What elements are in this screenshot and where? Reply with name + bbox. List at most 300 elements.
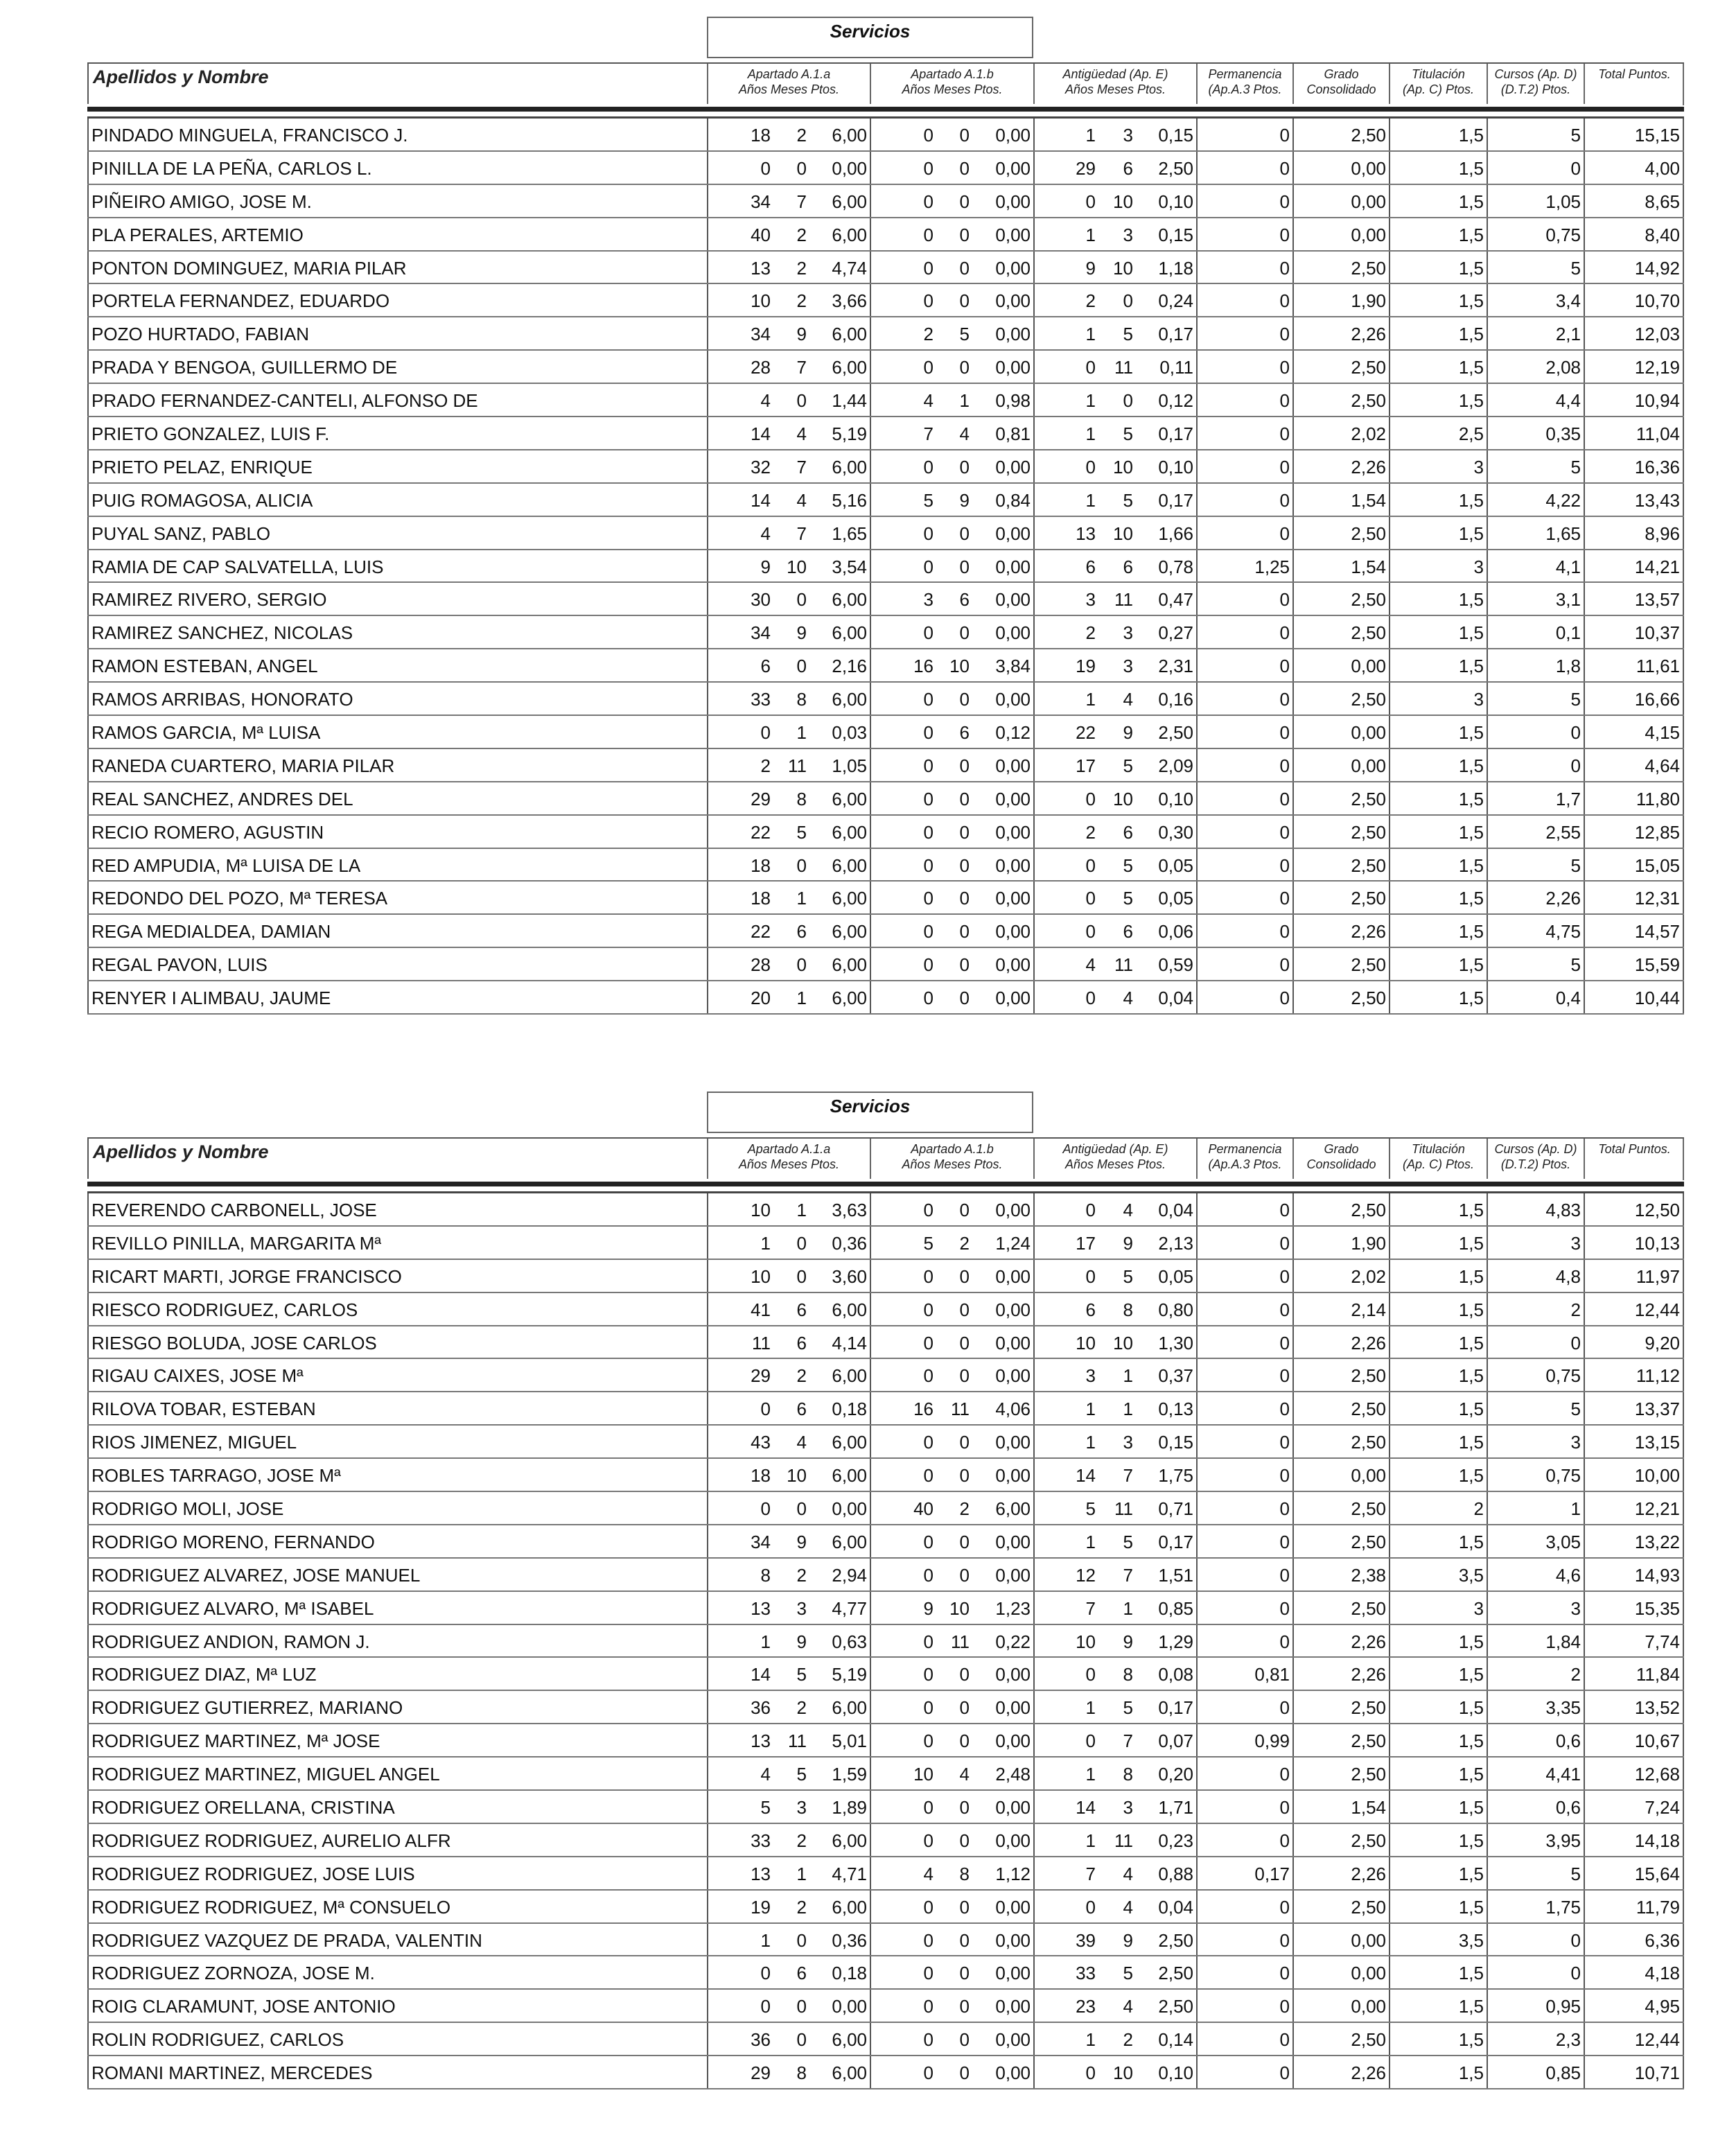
a1a-months: 2 xyxy=(796,1697,807,1719)
name-cell: PIÑEIRO AMIGO, JOSE M. xyxy=(87,185,707,217)
a1b-points: 0,12 xyxy=(995,722,1031,744)
a1a-months: 5 xyxy=(796,1664,807,1685)
cursos-points: 0 xyxy=(1487,1956,1584,1988)
cursos-points: 5 xyxy=(1487,1857,1584,1889)
a1a-points: 0,63 xyxy=(832,1631,867,1652)
a1a-points: 6,00 xyxy=(832,854,867,876)
antiguedad-years: 14 xyxy=(1033,1791,1100,1823)
antiguedad-points: 0,13 xyxy=(1158,1399,1193,1420)
titulacion-points: 1,5 xyxy=(1389,1293,1487,1325)
permanencia-points: 0 xyxy=(1196,849,1292,881)
a1a-points: 3,66 xyxy=(832,290,867,312)
antiguedad-months: 9 xyxy=(1123,1929,1133,1951)
a1a-years: 10 xyxy=(707,284,775,316)
a1b-years: 0 xyxy=(870,981,938,1013)
grado-consolidado: 2,50 xyxy=(1292,1891,1389,1922)
antiguedad-years: 7 xyxy=(1033,1857,1100,1889)
name-cell: RODRIGUEZ MARTINEZ, MIGUEL ANGEL xyxy=(87,1758,707,1789)
a1a-months: 9 xyxy=(796,324,807,345)
a1b-points: 0,00 xyxy=(995,1332,1031,1353)
a1b-years: 0 xyxy=(870,1525,938,1557)
a1b-years: 0 xyxy=(870,1293,938,1325)
column-header-perm xyxy=(1196,1139,1292,1179)
a1a-points: 6,00 xyxy=(832,224,867,245)
a1a-months: 4 xyxy=(796,489,807,511)
table-row xyxy=(87,948,1684,981)
cursos-points: 1,7 xyxy=(1487,782,1584,814)
antiguedad-months: 11 xyxy=(1114,357,1133,378)
total-points: 12,21 xyxy=(1584,1492,1684,1524)
cursos-points: 3,05 xyxy=(1487,1525,1584,1557)
total-points: 4,15 xyxy=(1584,716,1684,748)
permanencia-points: 0 xyxy=(1196,1891,1292,1922)
antiguedad-years: 0 xyxy=(1033,2056,1100,2088)
antiguedad-points: 2,50 xyxy=(1158,157,1193,179)
a1a-months: 9 xyxy=(796,1631,807,1652)
column-header-line: Total Puntos. xyxy=(1598,67,1671,81)
grado-consolidado: 2,50 xyxy=(1292,1758,1389,1789)
a1b-points: 2,48 xyxy=(995,1764,1031,1785)
total-points: 11,84 xyxy=(1584,1658,1684,1690)
a1b-years: 3 xyxy=(870,583,938,615)
antiguedad-points: 1,66 xyxy=(1158,523,1193,544)
name-cell: RAMOS ARRIBAS, HONORATO xyxy=(87,683,707,715)
a1a-months: 1 xyxy=(796,1200,807,1220)
a1a-points: 6,00 xyxy=(832,1830,867,1851)
table-row xyxy=(87,1791,1684,1824)
permanencia-points: 0 xyxy=(1196,616,1292,648)
table-row xyxy=(87,782,1684,816)
total-points: 11,79 xyxy=(1584,1891,1684,1922)
a1a-points: 6,00 xyxy=(832,324,867,345)
antiguedad-months: 3 xyxy=(1123,125,1133,146)
a1b-years: 0 xyxy=(870,1924,938,1956)
a1b-months: 6 xyxy=(959,722,970,744)
table-border xyxy=(1683,1758,1684,1789)
table-border xyxy=(1683,1791,1684,1823)
titulacion-points: 1,5 xyxy=(1389,1758,1487,1789)
a1b-points: 1,12 xyxy=(995,1863,1031,1884)
table-border xyxy=(1683,252,1684,283)
permanencia-points: 0 xyxy=(1196,782,1292,814)
table-row xyxy=(87,882,1684,915)
table-border xyxy=(1683,384,1684,416)
total-points: 13,43 xyxy=(1584,484,1684,516)
permanencia-points: 0 xyxy=(1196,384,1292,416)
antiguedad-months: 5 xyxy=(1123,854,1133,876)
a1b-years: 0 xyxy=(870,1658,938,1690)
a1a-years: 13 xyxy=(707,252,775,283)
titulacion-points: 3 xyxy=(1389,450,1487,482)
table-border xyxy=(1683,417,1684,449)
a1a-years: 0 xyxy=(707,716,775,748)
a1a-months: 10 xyxy=(787,1465,807,1487)
name-cell: PINILLA DE LA PEÑA, CARLOS L. xyxy=(87,152,707,184)
antiguedad-points: 0,04 xyxy=(1158,1200,1193,1220)
a1a-points: 3,63 xyxy=(832,1200,867,1220)
antiguedad-years: 0 xyxy=(1033,1260,1100,1292)
a1a-months: 6 xyxy=(796,1963,807,1984)
a1b-years: 0 xyxy=(870,948,938,980)
a1b-years: 0 xyxy=(870,749,938,781)
a1a-points: 6,00 xyxy=(832,125,867,146)
a1a-years: 33 xyxy=(707,683,775,715)
grado-consolidado: 2,26 xyxy=(1292,317,1389,349)
a1b-years: 0 xyxy=(870,1724,938,1756)
titulacion-points: 1,5 xyxy=(1389,2056,1487,2088)
a1b-years: 0 xyxy=(870,683,938,715)
antiguedad-years: 1 xyxy=(1033,2023,1100,2055)
antiguedad-points: 1,29 xyxy=(1158,1631,1193,1652)
a1a-points: 5,01 xyxy=(832,1730,867,1752)
table-row xyxy=(87,1492,1684,1525)
grado-consolidado: 2,38 xyxy=(1292,1559,1389,1590)
antiguedad-points: 2,50 xyxy=(1158,1963,1193,1984)
permanencia-points: 0 xyxy=(1196,1791,1292,1823)
table-row xyxy=(87,1924,1684,1957)
table-border xyxy=(1683,882,1684,913)
column-header-line: Años Meses Ptos. xyxy=(1064,1157,1166,1171)
titulacion-points: 1,5 xyxy=(1389,2023,1487,2055)
antiguedad-points: 0,08 xyxy=(1158,1664,1193,1685)
a1b-years: 0 xyxy=(870,1326,938,1358)
a1b-points: 0,00 xyxy=(995,1200,1031,1220)
a1b-points: 0,00 xyxy=(995,224,1031,245)
a1a-years: 13 xyxy=(707,1857,775,1889)
total-points: 13,37 xyxy=(1584,1392,1684,1424)
a1a-years: 14 xyxy=(707,1658,775,1690)
a1a-months: 0 xyxy=(796,1498,807,1520)
column-header-total xyxy=(1584,64,1684,104)
permanencia-points: 0 xyxy=(1196,882,1292,913)
titulacion-points: 1,5 xyxy=(1389,649,1487,681)
cursos-points: 0 xyxy=(1487,1326,1584,1358)
antiguedad-years: 10 xyxy=(1033,1625,1100,1657)
table-row xyxy=(87,1193,1684,1227)
antiguedad-points: 1,18 xyxy=(1158,257,1193,279)
a1b-years: 0 xyxy=(870,1193,938,1225)
a1b-years: 0 xyxy=(870,782,938,814)
total-points: 11,61 xyxy=(1584,649,1684,681)
a1a-months: 7 xyxy=(796,523,807,544)
column-header-a1b xyxy=(870,64,1033,104)
a1b-years: 0 xyxy=(870,1625,938,1657)
antiguedad-months: 5 xyxy=(1123,1697,1133,1719)
cursos-points: 2,3 xyxy=(1487,2023,1584,2055)
a1b-months: 2 xyxy=(959,1498,970,1520)
column-header-line: Titulación xyxy=(1412,67,1465,81)
name-cell: PORTELA FERNANDEZ, EDUARDO xyxy=(87,284,707,316)
total-points: 9,20 xyxy=(1584,1326,1684,1358)
a1b-points: 0,00 xyxy=(995,788,1031,809)
total-points: 13,57 xyxy=(1584,583,1684,615)
a1a-months: 9 xyxy=(796,622,807,644)
antiguedad-years: 1 xyxy=(1033,484,1100,516)
name-cell: RIGAU CAIXES, JOSE Mª xyxy=(87,1359,707,1391)
a1b-years: 5 xyxy=(870,484,938,516)
a1a-points: 6,00 xyxy=(832,2062,867,2084)
antiguedad-years: 0 xyxy=(1033,450,1100,482)
table-row xyxy=(87,1293,1684,1326)
antiguedad-points: 0,12 xyxy=(1158,390,1193,412)
a1a-points: 6,00 xyxy=(832,1531,867,1552)
column-header-a1a xyxy=(707,64,870,104)
a1b-points: 0,00 xyxy=(995,290,1031,312)
a1a-years: 43 xyxy=(707,1426,775,1457)
titulacion-points: 1,5 xyxy=(1389,1227,1487,1259)
a1b-years: 0 xyxy=(870,1990,938,2022)
column-header-line: Apartado A.1.a xyxy=(747,67,831,81)
a1a-years: 20 xyxy=(707,981,775,1013)
permanencia-points: 0 xyxy=(1196,649,1292,681)
a1a-months: 1 xyxy=(796,888,807,909)
cursos-points: 5 xyxy=(1487,948,1584,980)
grado-consolidado: 0,00 xyxy=(1292,749,1389,781)
a1b-points: 0,00 xyxy=(995,988,1031,1009)
cursos-points: 4,75 xyxy=(1487,915,1584,947)
a1a-months: 8 xyxy=(796,689,807,710)
a1b-years: 0 xyxy=(870,1260,938,1292)
column-header-line: Años Meses Ptos. xyxy=(902,82,1003,96)
titulacion-points: 1,5 xyxy=(1389,1990,1487,2022)
table-row xyxy=(87,351,1684,384)
a1a-points: 0,18 xyxy=(832,1963,867,1984)
antiguedad-months: 5 xyxy=(1123,423,1133,445)
antiguedad-points: 0,88 xyxy=(1158,1863,1193,1884)
titulacion-points: 1,5 xyxy=(1389,1359,1487,1391)
cursos-points: 1,05 xyxy=(1487,185,1584,217)
antiguedad-years: 23 xyxy=(1033,1990,1100,2022)
grado-consolidado: 2,26 xyxy=(1292,1857,1389,1889)
a1a-years: 10 xyxy=(707,1193,775,1225)
a1b-months: 10 xyxy=(949,656,970,677)
column-header-line: Cursos (Ap. D) xyxy=(1494,67,1577,81)
table-border xyxy=(1683,1592,1684,1624)
grado-consolidado: 2,50 xyxy=(1292,1592,1389,1624)
a1a-years: 4 xyxy=(707,517,775,549)
a1a-points: 4,77 xyxy=(832,1597,867,1619)
a1b-months: 0 xyxy=(959,1432,970,1453)
titulacion-points: 3 xyxy=(1389,550,1487,582)
grado-consolidado: 1,90 xyxy=(1292,1227,1389,1259)
a1a-points: 6,00 xyxy=(832,456,867,477)
a1b-years: 0 xyxy=(870,152,938,184)
a1b-months: 0 xyxy=(959,556,970,577)
total-points: 14,57 xyxy=(1584,915,1684,947)
a1b-months: 0 xyxy=(959,755,970,776)
total-points: 10,13 xyxy=(1584,1227,1684,1259)
antiguedad-months: 7 xyxy=(1123,1465,1133,1487)
table-row xyxy=(87,716,1684,749)
a1b-months: 0 xyxy=(959,290,970,312)
cursos-points: 3,95 xyxy=(1487,1824,1584,1856)
antiguedad-years: 1 xyxy=(1033,417,1100,449)
permanencia-points: 0 xyxy=(1196,450,1292,482)
antiguedad-points: 0,10 xyxy=(1158,191,1193,212)
a1b-years: 16 xyxy=(870,649,938,681)
total-points: 11,04 xyxy=(1584,417,1684,449)
antiguedad-points: 0,16 xyxy=(1158,689,1193,710)
grado-consolidado: 2,50 xyxy=(1292,1824,1389,1856)
a1b-points: 0,00 xyxy=(995,1963,1031,1984)
antiguedad-years: 2 xyxy=(1033,616,1100,648)
a1a-points: 1,05 xyxy=(832,755,867,776)
titulacion-points: 1,5 xyxy=(1389,1193,1487,1225)
total-points: 11,97 xyxy=(1584,1260,1684,1292)
titulacion-points: 1,5 xyxy=(1389,218,1487,250)
grado-consolidado: 0,00 xyxy=(1292,1990,1389,2022)
grado-consolidado: 1,54 xyxy=(1292,550,1389,582)
a1b-points: 0,00 xyxy=(995,921,1031,943)
column-header-ant xyxy=(1033,64,1196,104)
cursos-points: 3 xyxy=(1487,1227,1584,1259)
a1b-months: 0 xyxy=(959,1730,970,1752)
a1b-years: 0 xyxy=(870,816,938,848)
a1a-years: 0 xyxy=(707,1392,775,1424)
titulacion-points: 1,5 xyxy=(1389,1791,1487,1823)
antiguedad-months: 11 xyxy=(1114,589,1133,611)
a1b-years: 0 xyxy=(870,218,938,250)
total-points: 7,24 xyxy=(1584,1791,1684,1823)
name-cell: RODRIGUEZ ALVAREZ, JOSE MANUEL xyxy=(87,1559,707,1590)
antiguedad-points: 1,30 xyxy=(1158,1332,1193,1353)
grado-consolidado: 2,50 xyxy=(1292,583,1389,615)
a1b-months: 0 xyxy=(959,1531,970,1552)
column-header-line: Apartado A.1.a xyxy=(747,1142,831,1156)
name-cell: RODRIGUEZ ORELLANA, CRISTINA xyxy=(87,1791,707,1823)
a1a-months: 11 xyxy=(788,755,807,776)
antiguedad-months: 0 xyxy=(1123,290,1133,312)
a1a-years: 0 xyxy=(707,1492,775,1524)
cursos-points: 2,26 xyxy=(1487,882,1584,913)
total-points: 15,64 xyxy=(1584,1857,1684,1889)
titulacion-points: 1,5 xyxy=(1389,981,1487,1013)
table-border xyxy=(1683,782,1684,814)
permanencia-points: 0 xyxy=(1196,484,1292,516)
a1b-months: 0 xyxy=(959,1697,970,1719)
table-border xyxy=(1683,683,1684,715)
antiguedad-years: 6 xyxy=(1033,1293,1100,1325)
antiguedad-points: 0,05 xyxy=(1158,1265,1193,1287)
antiguedad-months: 1 xyxy=(1123,1597,1133,1619)
a1b-points: 0,00 xyxy=(995,456,1031,477)
antiguedad-points: 0,78 xyxy=(1158,556,1193,577)
score-table-2 xyxy=(87,1092,1684,2096)
a1b-years: 16 xyxy=(870,1392,938,1424)
name-cell: RODRIGUEZ ZORNOZA, JOSE M. xyxy=(87,1956,707,1988)
permanencia-points: 0 xyxy=(1196,1392,1292,1424)
name-cell: RECIO ROMERO, AGUSTIN xyxy=(87,816,707,848)
titulacion-points: 1,5 xyxy=(1389,1658,1487,1690)
a1b-points: 0,00 xyxy=(995,1432,1031,1453)
cursos-points: 0,1 xyxy=(1487,616,1584,648)
name-cell: POZO HURTADO, FABIAN xyxy=(87,317,707,349)
total-points: 15,05 xyxy=(1584,849,1684,881)
permanencia-points: 0 xyxy=(1196,1193,1292,1225)
group-header-servicios: Servicios xyxy=(707,1092,1033,1133)
cursos-points: 5 xyxy=(1487,683,1584,715)
table-border xyxy=(1683,2023,1684,2055)
permanencia-points: 0 xyxy=(1196,2056,1292,2088)
grado-consolidado: 0,00 xyxy=(1292,1924,1389,1956)
a1a-points: 5,16 xyxy=(832,489,867,511)
permanencia-points: 0 xyxy=(1196,1592,1292,1624)
total-points: 14,21 xyxy=(1584,550,1684,582)
a1a-months: 0 xyxy=(796,954,807,976)
table-border xyxy=(1683,1293,1684,1325)
cursos-points: 3,35 xyxy=(1487,1691,1584,1723)
a1a-months: 3 xyxy=(796,1797,807,1818)
column-header-grado xyxy=(1292,1139,1389,1179)
a1b-months: 0 xyxy=(959,2029,970,2051)
a1b-years: 0 xyxy=(870,450,938,482)
a1a-points: 5,19 xyxy=(832,1664,867,1685)
titulacion-points: 1,5 xyxy=(1389,384,1487,416)
table-border xyxy=(1683,517,1684,549)
column-header-grado xyxy=(1292,64,1389,104)
antiguedad-months: 5 xyxy=(1123,888,1133,909)
a1b-points: 0,00 xyxy=(995,1265,1031,1287)
cursos-points: 1,75 xyxy=(1487,1891,1584,1922)
antiguedad-years: 33 xyxy=(1033,1956,1100,1988)
a1b-months: 0 xyxy=(959,456,970,477)
a1a-points: 6,00 xyxy=(832,589,867,611)
table-border xyxy=(1683,649,1684,681)
antiguedad-points: 0,15 xyxy=(1158,1432,1193,1453)
a1b-years: 10 xyxy=(870,1758,938,1789)
a1a-years: 1 xyxy=(707,1924,775,1956)
permanencia-points: 0 xyxy=(1196,1326,1292,1358)
a1a-years: 1 xyxy=(707,1625,775,1657)
grado-consolidado: 2,26 xyxy=(1292,450,1389,482)
name-cell: RAMON ESTEBAN, ANGEL xyxy=(87,649,707,681)
a1a-years: 34 xyxy=(707,185,775,217)
total-points: 16,66 xyxy=(1584,683,1684,715)
antiguedad-months: 6 xyxy=(1123,157,1133,179)
table-row xyxy=(87,1724,1684,1758)
table-row xyxy=(87,1426,1684,1459)
name-cell: RODRIGUEZ ALVARO, Mª ISABEL xyxy=(87,1592,707,1624)
titulacion-points: 3 xyxy=(1389,683,1487,715)
a1a-points: 6,00 xyxy=(832,921,867,943)
antiguedad-years: 13 xyxy=(1033,517,1100,549)
antiguedad-points: 0,10 xyxy=(1158,2062,1193,2084)
a1a-months: 11 xyxy=(788,1730,807,1752)
name-cell: PUIG ROMAGOSA, ALICIA xyxy=(87,484,707,516)
name-cell: PRIETO GONZALEZ, LUIS F. xyxy=(87,417,707,449)
name-cell: PINDADO MINGUELA, FRANCISCO J. xyxy=(87,119,707,150)
a1a-months: 0 xyxy=(796,1929,807,1951)
antiguedad-points: 2,31 xyxy=(1158,656,1193,677)
table-border xyxy=(1683,749,1684,781)
column-header-line: (Ap.A.3 Ptos. xyxy=(1208,82,1282,96)
titulacion-points: 1,5 xyxy=(1389,915,1487,947)
grado-consolidado: 0,00 xyxy=(1292,1459,1389,1491)
cursos-points: 0 xyxy=(1487,152,1584,184)
name-cell: PONTON DOMINGUEZ, MARIA PILAR xyxy=(87,252,707,283)
total-points: 10,94 xyxy=(1584,384,1684,416)
antiguedad-months: 6 xyxy=(1123,921,1133,943)
a1b-months: 0 xyxy=(959,157,970,179)
grado-consolidado: 2,26 xyxy=(1292,1658,1389,1690)
antiguedad-months: 8 xyxy=(1123,1664,1133,1685)
grado-consolidado: 2,50 xyxy=(1292,1359,1389,1391)
name-cell: RODRIGUEZ RODRIGUEZ, Mª CONSUELO xyxy=(87,1891,707,1922)
column-header-line: (Ap.A.3 Ptos. xyxy=(1208,1157,1282,1171)
cursos-points: 0,95 xyxy=(1487,1990,1584,2022)
permanencia-points: 0 xyxy=(1196,1956,1292,1988)
titulacion-points: 1,5 xyxy=(1389,583,1487,615)
